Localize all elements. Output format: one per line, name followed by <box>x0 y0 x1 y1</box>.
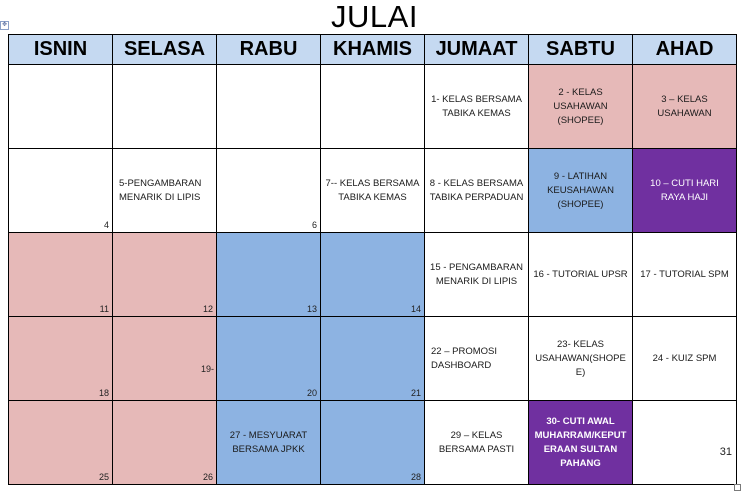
header-sabtu: SABTU <box>529 35 633 65</box>
day-cell-25[interactable] <box>9 401 113 485</box>
page-title: JULAI <box>331 0 418 34</box>
header-row <box>9 35 737 65</box>
day-cell-9[interactable] <box>529 149 633 233</box>
day-cell-28[interactable] <box>321 401 425 485</box>
event-text: 2 - KELAS USAHAWAN (SHOPEE) <box>553 86 608 126</box>
event-text: 5-PENGAMBARAN MENARIK DI LIPIS <box>119 177 202 203</box>
day-cell-20[interactable] <box>217 317 321 401</box>
table-move-handle-icon[interactable]: ✥ <box>1 22 8 28</box>
event-text: 10 – CUTI HARI RAYA HAJI <box>650 177 719 203</box>
day-cell-26[interactable] <box>113 401 217 485</box>
day-cell-17[interactable] <box>633 233 737 317</box>
day-number: 6 <box>311 220 317 230</box>
day-cell-2[interactable] <box>529 65 633 149</box>
day-cell-5[interactable] <box>113 149 217 233</box>
day-cell-13[interactable] <box>217 233 321 317</box>
day-cell-29[interactable] <box>425 401 529 485</box>
event-text: 1- KELAS BERSAMA TABIKA KEMAS <box>431 93 522 119</box>
event-text: 17 - TUTORIAL SPM <box>640 268 729 280</box>
day-cell-21[interactable] <box>321 317 425 401</box>
table-row <box>9 149 737 233</box>
day-number: 14 <box>410 304 421 314</box>
day-number: 28 <box>410 472 421 482</box>
header-jumaat: JUMAAT <box>425 35 529 65</box>
day-cell-24[interactable] <box>633 317 737 401</box>
event-text: 27 - MESYUARAT BERSAMA JPKK <box>229 429 308 455</box>
day-cell[interactable] <box>217 65 321 149</box>
day-number: 26 <box>202 472 213 482</box>
day-cell-10[interactable] <box>633 149 737 233</box>
header-rabu: RABU <box>217 35 321 65</box>
header-khamis: KHAMIS <box>321 35 425 65</box>
table-row <box>9 317 737 401</box>
day-cell-22[interactable] <box>425 317 529 401</box>
day-cell-19[interactable] <box>113 317 217 401</box>
header-selasa: SELASA <box>113 35 217 65</box>
day-cell-15[interactable] <box>425 233 529 317</box>
day-cell-14[interactable] <box>321 233 425 317</box>
calendar-table <box>8 34 737 485</box>
event-text: 30- CUTI AWAL MUHARRAM/KEPUTERAAN SULTAN PAHANG <box>534 415 627 469</box>
event-text: 8 - KELAS BERSAMA TABIKA PERPADUAN <box>429 177 524 203</box>
day-number: 4 <box>103 220 109 230</box>
day-number: 20 <box>306 388 317 398</box>
day-cell[interactable] <box>113 65 217 149</box>
day-number: 18 <box>98 388 109 398</box>
header-isnin: ISNIN <box>9 35 113 65</box>
day-cell-31[interactable] <box>633 401 737 485</box>
event-text: 24 - KUIZ SPM <box>652 352 717 364</box>
day-cell-27[interactable] <box>217 401 321 485</box>
table-row <box>9 401 737 485</box>
table-row <box>9 233 737 317</box>
day-number: 25 <box>98 472 109 482</box>
event-text: 7-- KELAS BERSAMA TABIKA KEMAS <box>325 177 420 203</box>
day-cell-7[interactable] <box>321 149 425 233</box>
day-cell-3[interactable] <box>633 65 737 149</box>
event-text: 3 – KELAS USAHAWAN <box>657 93 712 119</box>
event-text: 15 - PENGAMBARAN MENARIK DI LIPIS <box>430 261 523 287</box>
event-text: 16 - TUTORIAL UPSR <box>533 268 628 280</box>
day-cell-18[interactable] <box>9 317 113 401</box>
day-cell-4[interactable] <box>9 149 113 233</box>
day-cell-6[interactable] <box>217 149 321 233</box>
day-cell-1[interactable] <box>425 65 529 149</box>
header-ahad: AHAD <box>633 35 737 65</box>
event-text: 22 – PROMOSI DASHBOARD <box>431 345 497 371</box>
day-cell-23[interactable] <box>529 317 633 401</box>
day-number: 13 <box>306 304 317 314</box>
day-cell-30[interactable] <box>529 401 633 485</box>
day-cell-12[interactable] <box>113 233 217 317</box>
day-cell-11[interactable] <box>9 233 113 317</box>
day-cell[interactable] <box>321 65 425 149</box>
day-number: 31 <box>719 446 732 458</box>
day-number: 21 <box>410 388 421 398</box>
day-cell-8[interactable] <box>425 149 529 233</box>
day-cell[interactable] <box>9 65 113 149</box>
day-cell-16[interactable] <box>529 233 633 317</box>
table-resize-handle[interactable] <box>734 484 741 491</box>
day-number: 19- <box>200 364 214 374</box>
event-text: 23- KELAS USAHAWAN(SHOPEE) <box>535 338 626 378</box>
day-number: 12 <box>202 304 213 314</box>
day-number: 11 <box>99 304 109 314</box>
event-text: 29 – KELAS BERSAMA PASTI <box>438 429 515 455</box>
event-text: 9 - LATIHAN KEUSAHAWAN (SHOPEE) <box>547 170 614 210</box>
table-row <box>9 65 737 149</box>
